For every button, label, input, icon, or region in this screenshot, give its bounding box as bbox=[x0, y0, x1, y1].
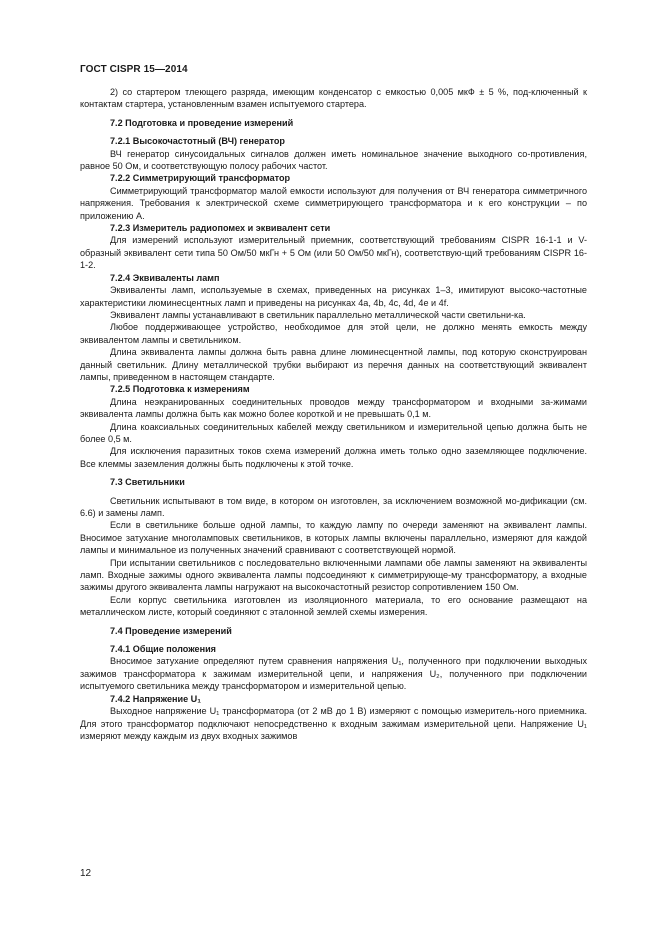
page-number: 12 bbox=[80, 868, 92, 879]
paragraph: Длина неэкранированных соединительных проводов между трансформатором и входными за-жимами эквивалента лампы должна быть как можно более короткой и не превышать 0,1 м. bbox=[80, 396, 587, 420]
paragraph: ВЧ генератор синусоидальных сигналов должен иметь номинальное значение выходного со-противления, равное 50 Ом, и соответствующую полосу рабочих частот. bbox=[80, 148, 587, 172]
section-heading: 7.4.2 Напряжение U₁ bbox=[110, 693, 201, 704]
paragraph: Вносимое затухание определяют путем сравнения напряжения U₁, полученного при подключении выходных зажимов трансформатора к зажимам измерительной цепи, и напряжения U₂, полученного при подключении испытуемого светильника между трансформатором и измерительной цепью. bbox=[80, 656, 587, 692]
document-header: ГОСТ CISPR 15—2014 bbox=[80, 64, 188, 75]
document-body bbox=[80, 86, 587, 742]
section-heading: 7.2.5 Подготовка к измерениям bbox=[110, 384, 250, 395]
paragraph: Длина коаксиальных соединительных кабелей между светильником и измерительной цепью должна быть не более 0,5 м. bbox=[80, 421, 587, 444]
paragraph: Если корпус светильника изготовлен из изоляционного материала, то его основание размещают на металлическом листе, который соединяют с эталонной землей схемы измерения. bbox=[80, 594, 587, 618]
paragraph: Выходное напряжение U₁ трансформатора (от 2 мВ до 1 В) измеряют с помощью измеритель-ного приемника. Для этого трансформатор подключают непосредственно к входным зажимам измерительной цепи. Напряжение U₁ измеряют между каждым из двух входных зажимов bbox=[80, 706, 587, 741]
paragraph: Для исключения паразитных токов схема измерений должна иметь только одно заземляющее подключение. Все клеммы заземления должны быть подключены к этой точке. bbox=[80, 446, 587, 469]
section-heading: 7.2.1 Высокочастотный (ВЧ) генератор bbox=[110, 136, 285, 147]
paragraph: Эквивалент лампы устанавливают в светильник параллельно металлической части светильни-ка. bbox=[110, 309, 526, 320]
section-heading: 7.4 Проведение измерений bbox=[110, 625, 232, 636]
section-heading: 7.2.2 Симметрирующий трансформатор bbox=[110, 173, 291, 184]
paragraph: 2) со стартером тлеющего разряда, имеющим конденсатор с емкостью 0,005 мкФ ± 5 %, под-ключенный к контактам стартера, установленным взамен испытуемого стартера. bbox=[80, 87, 587, 110]
section-heading: 7.2.4 Эквиваленты ламп bbox=[110, 272, 220, 283]
paragraph: Эквиваленты ламп, используемые в схемах, приведенных на рисунках 1–3, имитируют высоко-частотные характеристики люминесцентных ламп и приведены на рисунках 4а, 4b, 4с, 4d, 4е и 4f. bbox=[80, 285, 587, 308]
section-heading: 7.2 Подготовка и проведение измерений bbox=[110, 117, 294, 128]
paragraph: Если в светильнике больше одной лампы, то каждую лампу по очереди заменяют на эквивалент лампы. Вносимое затухание многоламповых светильников, в которых лампы включены параллельно, измеряют для каждой лампы и минимальное из полученных значений сравнивают с соответствующей нормой. bbox=[80, 520, 587, 556]
paragraph: Симметрирующий трансформатор малой емкости используют для получения от ВЧ генератора симметричного напряжения. Требования к электрической схеме симметрирующего трансформатора и к его конструкции – по приложению А. bbox=[80, 185, 587, 221]
section-heading: 7.3 Светильники bbox=[110, 477, 185, 488]
section-heading: 7.2.3 Измеритель радиопомех и эквивалент сети bbox=[110, 223, 331, 234]
section-heading: 7.4.1 Общие положения bbox=[110, 644, 216, 655]
paragraph: Для измерений используют измерительный приемник, соответствующий требованиям CISPR 16-1-1 и V-образный эквивалент сети типа 50 Ом/50 мкГн + 5 Ом (или 50 Ом/50 мкГн), соответствую-щий требованиям CISPR 16-1-2. bbox=[80, 235, 587, 271]
paragraph: Любое поддерживающее устройство, необходимое для этой цели, не должно менять емкость между эквивалентом лампы и светильником. bbox=[80, 322, 587, 345]
paragraph: Светильник испытывают в том виде, в котором он изготовлен, за исключением возможной мо-дификации (см. 6.6) и замены ламп. bbox=[80, 495, 587, 518]
paragraph: Длина эквивалента лампы должна быть равна длине люминесцентной лампы, под которую сконструирован данный светильник. Длину металлической трубки выбирают из перечня данных на соответствующий эквивалент лампы, приведенном в настоящем стандарте. bbox=[80, 347, 587, 382]
paragraph: При испытании светильников с последовательно включенными лампами обе лампы заменяют на эквиваленты ламп. Входные зажимы одного эквивалента лампы подсоединяют к симметрирующе-му трансформатору, а входные зажимы другого эквивалента лампы нагружают на высокочастотный резистор сопротивлением 150 Ом. bbox=[80, 557, 587, 593]
